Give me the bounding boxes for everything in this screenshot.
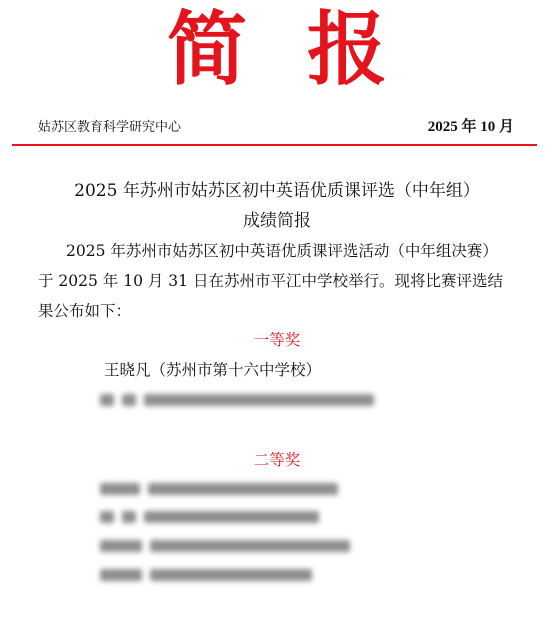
document-title: 2025 年苏州市姑苏区初中英语优质课评选（中年组） xyxy=(74,181,480,201)
issue-date: 2025 年 10 月 xyxy=(427,119,514,135)
body-paragraph-line-1: 2025 年苏州市姑苏区初中英语优质课评选活动（中年组决赛） xyxy=(66,242,498,260)
redacted-winner-line xyxy=(100,480,340,498)
body-paragraph-line-2: 于 2025 年 10 月 31 日在苏州市平江中学校举行。现将比赛评选结 xyxy=(38,272,503,290)
masthead-title: 简报 xyxy=(167,3,447,96)
publisher-name: 姑苏区教育科学研究中心 xyxy=(38,120,182,135)
first-prize-heading: 一等奖 xyxy=(253,331,301,349)
body-paragraph-line-3: 果公布如下： xyxy=(38,302,132,320)
header-divider xyxy=(12,144,537,146)
redacted-winner-line xyxy=(100,391,390,409)
redacted-winner-line xyxy=(100,508,320,526)
document-subtitle: 成绩简报 xyxy=(243,211,311,231)
second-prize-heading: 二等奖 xyxy=(253,451,301,469)
redacted-winner-line xyxy=(100,566,315,584)
first-prize-winner: 王晓凡（苏州市第十六中学校） xyxy=(104,361,322,379)
redacted-winner-line xyxy=(100,537,355,555)
